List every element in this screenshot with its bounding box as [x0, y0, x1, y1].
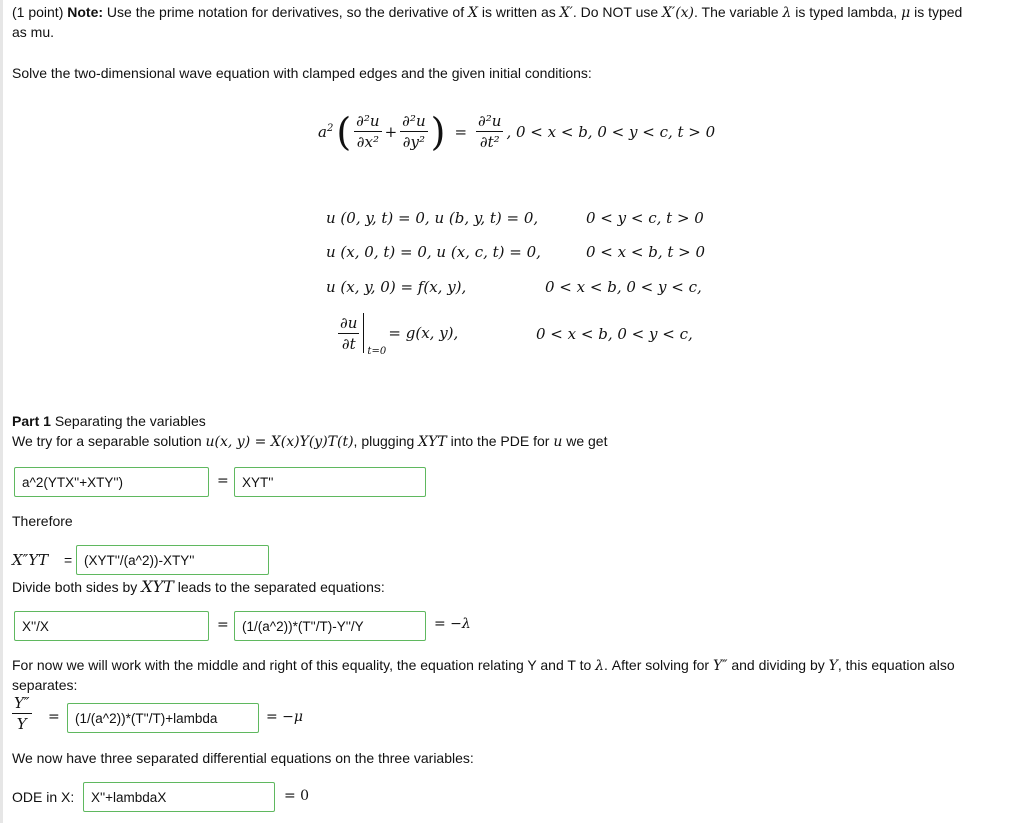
math-exponent: 2 — [326, 122, 334, 134]
math-x-prime-x: X′(x) — [662, 5, 695, 21]
bc-y: u (x, 0, t) = 0, u (x, c, t) = 0, — [326, 243, 541, 261]
frac-d2u-dy2 — [400, 112, 427, 151]
rhs-input[interactable] — [234, 467, 426, 497]
note-text: is typed lambda, — [795, 4, 898, 20]
math-u: u — [553, 434, 563, 450]
note-label: Note: — [67, 4, 104, 20]
evaluation-bar — [363, 313, 388, 357]
ic-g-rhs: = g(x, y), — [388, 324, 459, 342]
ode-x-input[interactable] — [83, 782, 275, 812]
bc-x-domain: 0 < y < c, t > 0 — [586, 209, 704, 227]
frac-den: ∂x² — [356, 133, 379, 151]
bc-x: u (0, y, t) = 0, u (b, y, t) = 0, — [326, 209, 539, 227]
neg-mu: = −μ — [266, 709, 304, 725]
part1-bold: Part 1 — [12, 413, 51, 429]
math-a — [318, 123, 333, 141]
text: , plugging — [353, 433, 415, 449]
paren-open: ( — [336, 109, 352, 154]
therefore-text: Therefore — [12, 513, 73, 529]
frac-num: ∂u — [340, 313, 358, 332]
paren-close: ) — [430, 109, 446, 154]
points-label: (1 point) — [12, 4, 64, 20]
ic-f-domain: 0 < x < b, 0 < y < c, — [545, 278, 702, 296]
text: and dividing by — [731, 657, 825, 673]
note-text: . Do NOT use — [572, 4, 659, 20]
note-text: . The variable — [694, 4, 779, 20]
sep-left-input[interactable] — [14, 611, 209, 641]
ic-f: u (x, y, 0) = f(x, y), — [326, 278, 467, 296]
frac-num: Y″ — [14, 694, 30, 712]
three-odes-text: We now have three separated differential equations on the three variables: — [12, 750, 474, 766]
page-left-border — [0, 0, 3, 823]
equals-sign: = — [217, 473, 229, 489]
equals-sign: = — [64, 552, 73, 568]
plus-sign: + — [384, 122, 398, 141]
text: into the PDE for — [450, 433, 550, 449]
frac-num: ∂²u — [402, 112, 426, 130]
text: , this equation also — [837, 657, 955, 673]
math-x: X — [468, 5, 478, 21]
frac-ypp-y — [12, 694, 32, 733]
sep-middle-input[interactable] — [234, 611, 426, 641]
math-lambda: λ — [595, 658, 605, 674]
note-line-1 — [12, 4, 962, 21]
ode-x-label: ODE in X: — [12, 789, 75, 805]
frac-den: ∂t² — [479, 133, 500, 151]
math-x-prime: X′ — [559, 5, 573, 21]
text: leads to the separated equations: — [177, 579, 385, 595]
math-ypp: Y″ — [712, 658, 728, 674]
frac-num: ∂²u — [478, 112, 502, 130]
frac-den: ∂y² — [402, 133, 426, 151]
math-xyt: XYT — [418, 434, 447, 450]
part1-title-text: Separating the variables — [54, 413, 206, 429]
math-y: Y — [828, 658, 838, 674]
xppyt-input[interactable] — [76, 545, 269, 575]
text: We try for a separable solution — [12, 433, 202, 449]
text: we get — [566, 433, 608, 449]
eval-subscript: t=0 — [367, 346, 387, 357]
math-lambda: λ — [782, 5, 792, 21]
text: For now we will work with the middle and right of this equality, the equation relating Y and T to — [12, 657, 592, 673]
frac-num: ∂²u — [356, 112, 380, 130]
for-now-line — [12, 657, 955, 674]
ic-g — [338, 313, 459, 357]
frac-d2u-dx2 — [354, 112, 381, 151]
math-xyt: XYT — [141, 577, 174, 596]
frac-den: Y — [16, 715, 27, 733]
eq-zero: = 0 — [284, 788, 310, 804]
note-text: is typed — [914, 4, 963, 20]
text: . After solving for — [604, 657, 710, 673]
equals-sign: = — [217, 617, 229, 633]
divide-line — [12, 577, 385, 596]
text: Divide both sides by — [12, 579, 138, 595]
note-text: Use the prime notation for derivatives, so the derivative of — [106, 4, 465, 20]
frac-d2u-dt2 — [476, 112, 503, 151]
part1-title — [12, 413, 206, 429]
frac-du-dt — [338, 314, 359, 353]
math-xppyt: X″YT — [12, 551, 49, 569]
math-mu: μ — [901, 5, 911, 21]
frac — [12, 694, 32, 733]
lhs-input[interactable] — [14, 467, 209, 497]
intro-text: Solve the two-dimensional wave equation with clamped edges and the given initial conditions: — [12, 65, 592, 81]
note-text: is written as — [481, 4, 556, 20]
note-line-2: as mu. — [12, 24, 55, 40]
part1-line — [12, 433, 607, 450]
equals-sign: = — [48, 709, 60, 725]
frac-den: ∂t — [341, 334, 356, 353]
ic-g-domain: 0 < x < b, 0 < y < c, — [536, 325, 693, 343]
math-separable: u(x, y) = X(x)Y(y)T(t) — [205, 434, 354, 450]
separates-text: separates: — [12, 677, 78, 693]
y-separation-input[interactable] — [67, 703, 259, 733]
bc-y-domain: 0 < x < b, t > 0 — [586, 243, 706, 261]
equals-sign: = — [454, 122, 468, 141]
wave-equation — [318, 109, 716, 154]
pde-domain: , 0 < x < b, 0 < y < c, t > 0 — [506, 122, 716, 141]
neg-lambda: = −λ — [434, 616, 471, 632]
math-a-letter: a — [318, 122, 327, 141]
